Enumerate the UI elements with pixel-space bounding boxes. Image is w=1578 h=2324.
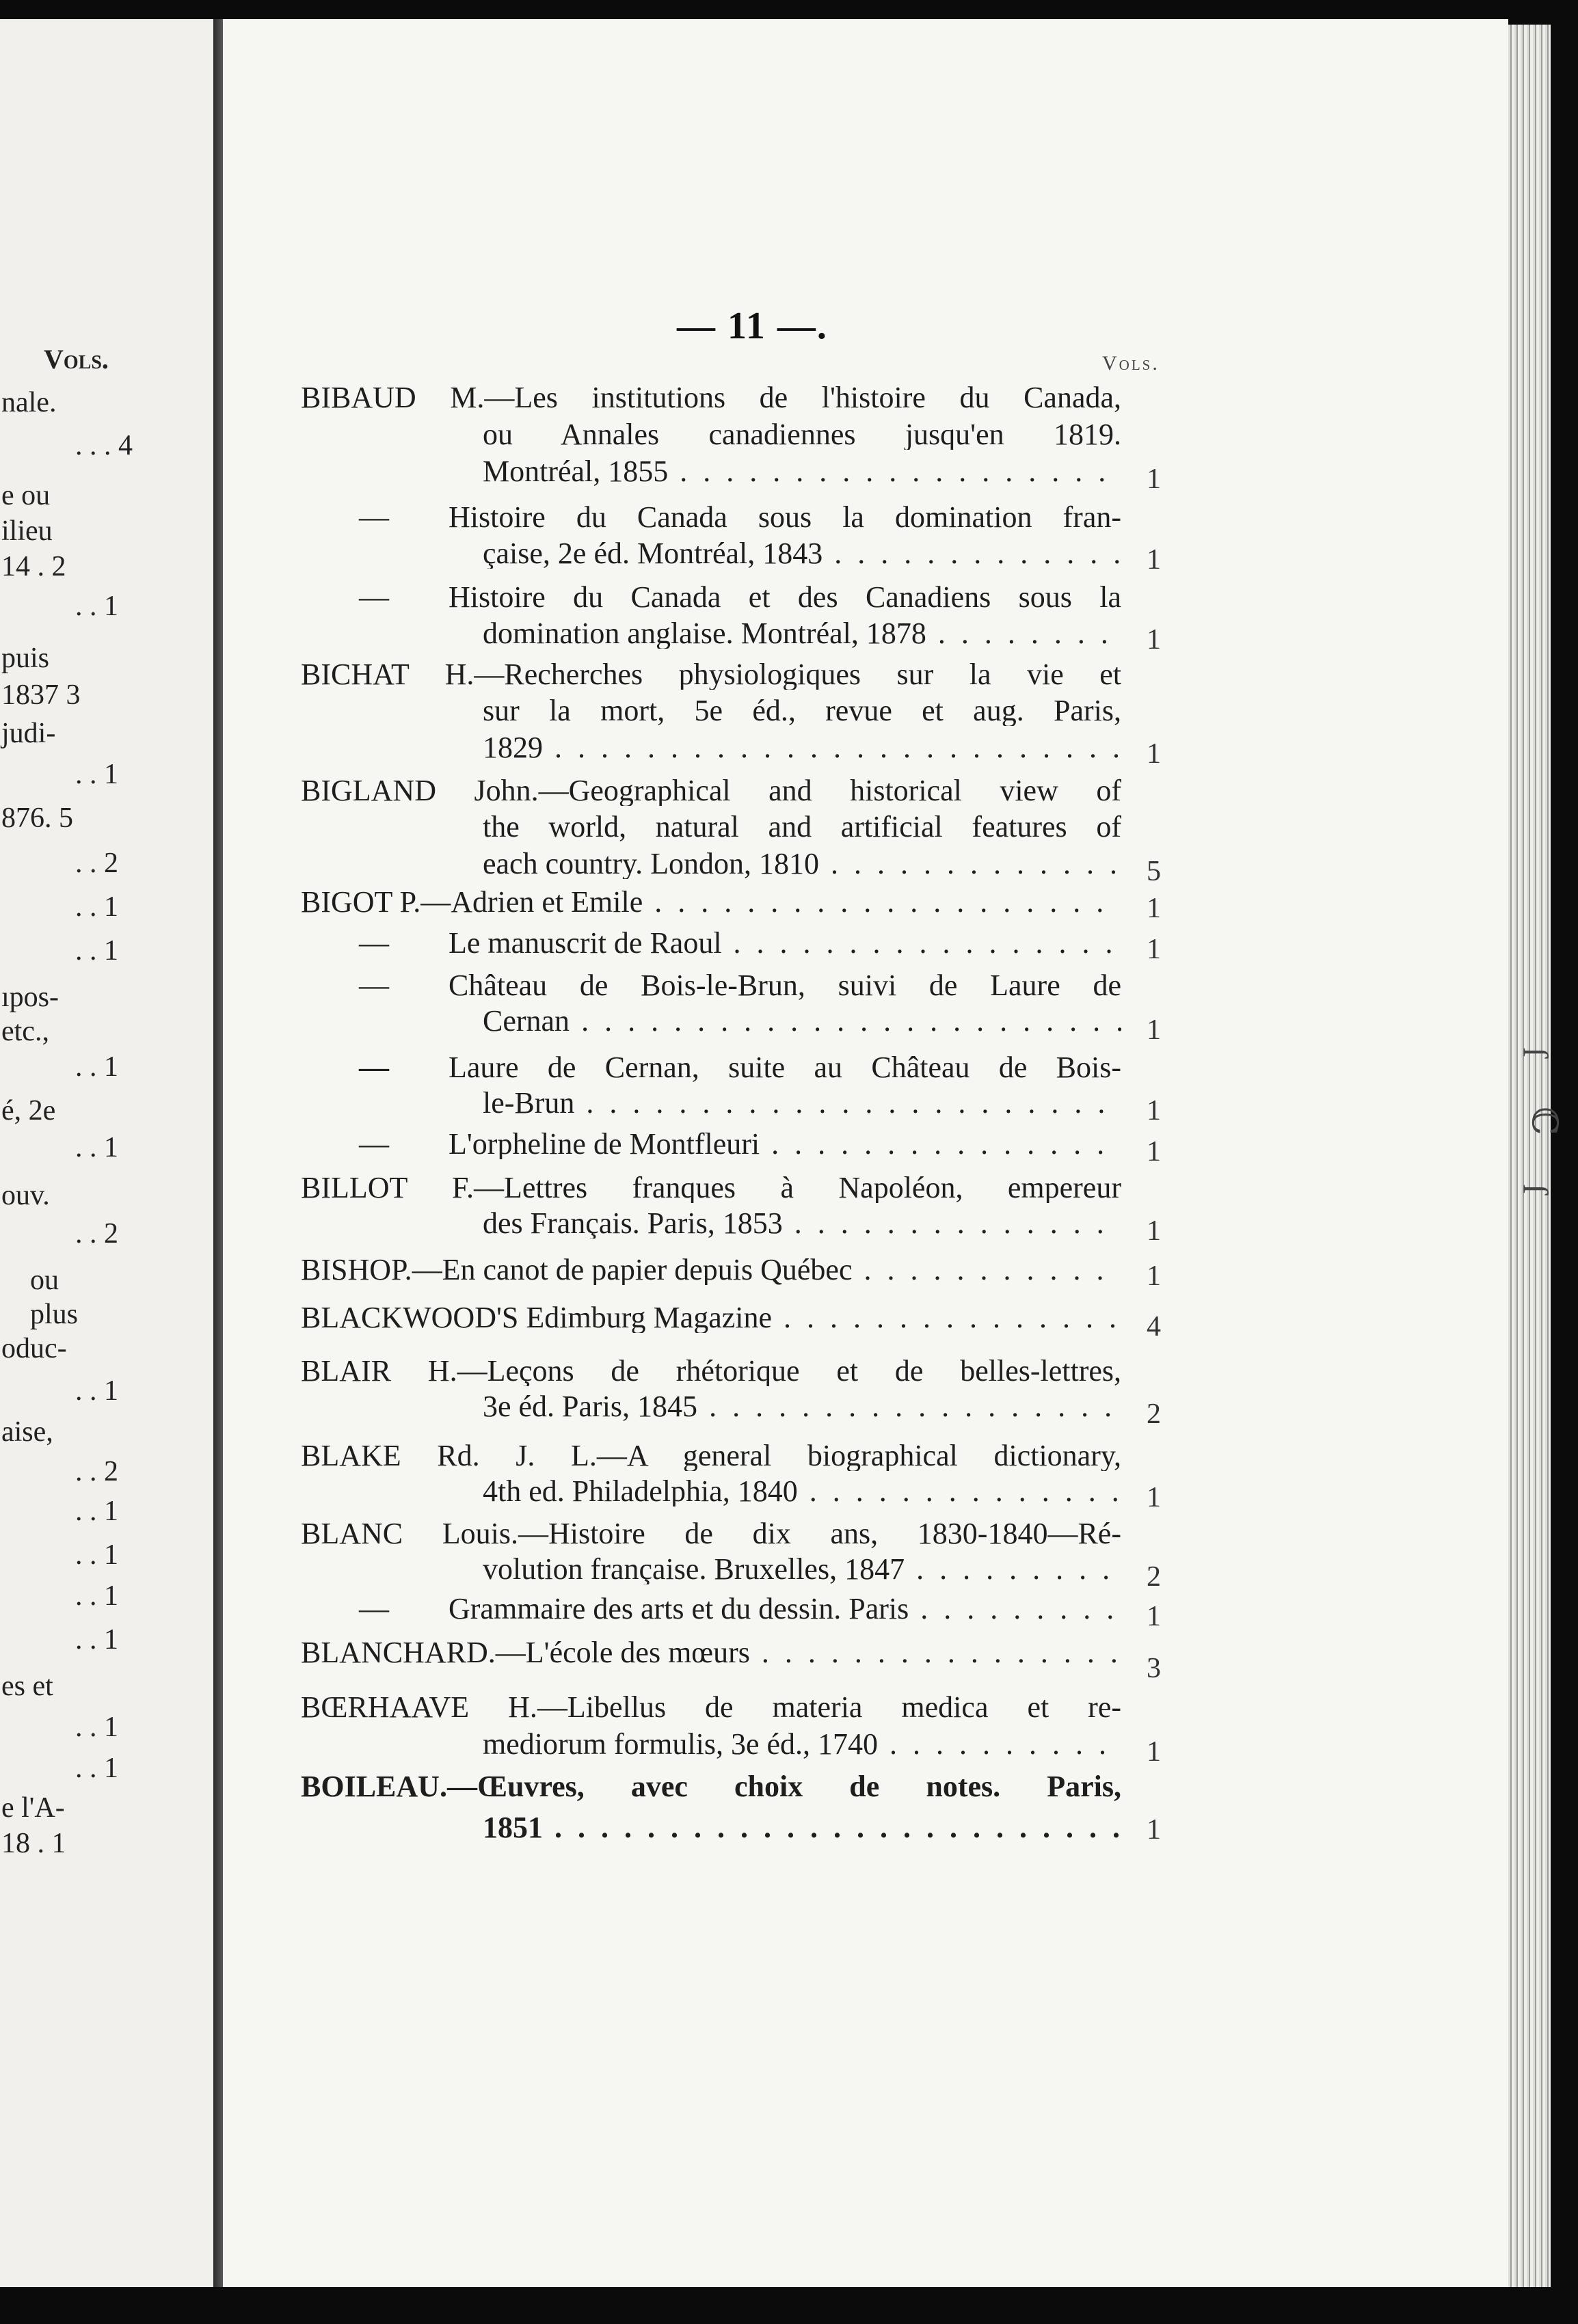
vols-count: 1 [1147,1014,1161,1046]
entry-line: le-Brun . . . [483,1088,1121,1118]
entry-line: Château de Bois-le-Brun, suivi de Laure de [449,971,1121,1001]
left-fragment: . . 2 [75,848,118,879]
left-fragment: 876. 5 [1,802,73,834]
ditto-dash: — [359,969,389,1002]
entry-line: 4th ed. Philadelphia, 1840 . . . [483,1476,1121,1506]
entry-line: 1829 . . . [483,733,1121,763]
page-edge-stack [1508,25,1551,2287]
entry-line: Cernan . . . [483,1006,1121,1036]
entry-line: Grammaire des arts et du dessin. Paris . . . [449,1594,1121,1624]
edge-mark: ſ [1515,1047,1555,1057]
vols-count: 5 [1147,856,1161,887]
left-fragment: . . 2 [75,1218,118,1249]
vols-count: 3 [1147,1653,1161,1684]
vols-count: 1 [1147,544,1161,576]
vols-count: 1 [1147,1095,1161,1126]
left-fragment: . . 1 [75,759,118,790]
left-fragment: ilieu [1,515,53,547]
vols-count: 1 [1147,463,1161,495]
left-fragment: . . 1 [75,1132,118,1163]
entry-line: Histoire du Canada et des Canadiens sous la [449,582,1121,612]
entry-line: BIGOT P.—Adrien et Emile . . . [301,887,1121,917]
vols-count: 1 [1147,1260,1161,1292]
left-page-fragment [0,19,213,2287]
entry-line: L'orpheline de Montfleuri . . . [449,1129,1121,1159]
entry-line: domination anglaise. Montréal, 1878 . . . [483,619,1121,649]
vols-count: 1 [1147,1601,1161,1632]
vols-count: 1 [1147,1215,1161,1247]
entry-line: BILLOT F.—Lettres franques à Napoléon, empereur [301,1173,1121,1203]
scan-border-top [0,0,1578,19]
entry-line: Le manuscrit de Raoul . . . [449,928,1121,958]
vols-count: 4 [1147,1311,1161,1342]
entry-line: BLAIR H.—Leçons de rhétorique et de belles-lettres, [301,1356,1121,1386]
left-fragment: oduc- [1,1333,67,1364]
entry-line: çaise, 2e éd. Montréal, 1843 . . . [483,539,1121,569]
entry-line: BIGLAND John.—Geographical and historical view of [301,776,1121,806]
vols-count: 1 [1147,934,1161,965]
ditto-dash: — [359,580,389,614]
vols-count: 1 [1147,738,1161,770]
left-fragment: 18 . 1 [1,1828,66,1859]
entry-line: BOILEAU.—Œuvres, avec choix de notes. Paris, [301,1772,1121,1802]
vols-count: 1 [1147,1482,1161,1513]
left-fragment: . . 2 [75,1456,118,1487]
entry-line: Montréal, 1855 . . . [483,457,1121,487]
ditto-dash: — [359,926,389,960]
entry-line: volution française. Bruxelles, 1847 . . . [483,1554,1121,1584]
left-vols-header: Vols. [44,344,109,375]
entry-line: BIBAUD M.—Les institutions de l'histoire du Canada, [301,383,1121,413]
scan-border-bottom [0,2287,1578,2324]
entry-line: Laure de Cernan, suite au Château de Bois- [449,1053,1121,1083]
left-fragment: 14 . 2 [1,551,66,582]
entry-line: BLACKWOOD'S Edimburg Magazine . . . [301,1303,1121,1333]
left-fragment: . . . 4 [75,430,133,461]
entry-line: Histoire du Canada sous la domination fran- [449,502,1121,532]
left-fragment: 1837 3 [1,679,81,711]
ditto-dash: — [359,1127,389,1161]
ditto-dash: — [359,1051,389,1084]
entry-line: sur la mort, 5e éd., revue et aug. Paris, [483,696,1121,726]
vols-count: 1 [1147,1814,1161,1846]
scan-border-right [1551,25,1578,2287]
entry-line: mediorum formulis, 3e éd., 1740 . . . [483,1729,1121,1759]
entry-line: the world, natural and artificial features of [483,812,1121,842]
left-fragment: . . 1 [75,1753,118,1784]
left-fragment: . . 1 [75,1375,118,1407]
vols-count: 1 [1147,1136,1161,1167]
entry-line: 3e éd. Paris, 1845 . . . [483,1392,1121,1422]
vols-count: 1 [1147,893,1161,924]
left-fragment: . . 1 [75,1624,118,1656]
left-fragment: . . 1 [75,1580,118,1612]
entry-line: each country. London, 1810 . . . [483,849,1121,879]
left-fragment: aise, [1,1416,53,1448]
left-fragment: ıpos- [1,982,59,1013]
vols-column-header: Vols. [1102,352,1160,375]
book-gutter [213,19,223,2287]
left-fragment: es et [1,1671,53,1702]
entry-line: BLANCHARD.—L'école des mœurs . . . [301,1638,1121,1668]
entry-line: des Français. Paris, 1853 . . . [483,1208,1121,1239]
entry-line: BŒRHAAVE H.—Libellus de materia medica et re- [301,1692,1121,1722]
entry-line: BICHAT H.—Recherches physiologiques sur la vie et [301,660,1121,690]
left-fragment: plus [30,1299,79,1330]
left-fragment: e l'A- [1,1792,65,1824]
vols-count: 2 [1147,1561,1161,1593]
left-fragment: e ou [1,480,51,511]
left-fragment: . . 1 [75,1712,118,1743]
left-fragment: ouv. [1,1180,50,1211]
entry-line: BLANC Louis.—Histoire de dix ans, 1830-1840—Ré- [301,1519,1121,1549]
left-fragment: . . 1 [75,1496,118,1527]
entry-line: 1851 . . . [483,1813,1121,1843]
entry-line: BLAKE Rd. J. L.—A general biographical dictionary, [301,1441,1121,1471]
ditto-dash: — [359,500,389,534]
left-fragment: puis [1,643,50,674]
left-fragment: . . 1 [75,591,118,622]
edge-mark: ſ [1515,1184,1555,1194]
left-fragment: etc., [1,1016,49,1047]
left-fragment: ou [30,1265,59,1296]
edge-mark: ℂ [1524,1107,1564,1135]
entry-line: ou Annales canadiennes jusqu'en 1819. [483,420,1121,450]
left-fragment: é, 2e [1,1095,56,1126]
left-fragment: . . 1 [75,891,118,923]
page-number: — 11 —. [677,305,828,347]
entry-line: BISHOP.—En canot de papier depuis Québec . . . [301,1255,1121,1285]
left-fragment: judi- [1,718,56,749]
left-fragment: . . 1 [75,1051,118,1083]
left-fragment: nale. [1,387,57,418]
vols-count: 2 [1147,1399,1161,1430]
vols-count: 1 [1147,1736,1161,1768]
left-fragment: . . 1 [75,935,118,967]
left-fragment: . . 1 [75,1539,118,1571]
vols-count: 1 [1147,624,1161,656]
ditto-dash: — [359,1592,389,1625]
